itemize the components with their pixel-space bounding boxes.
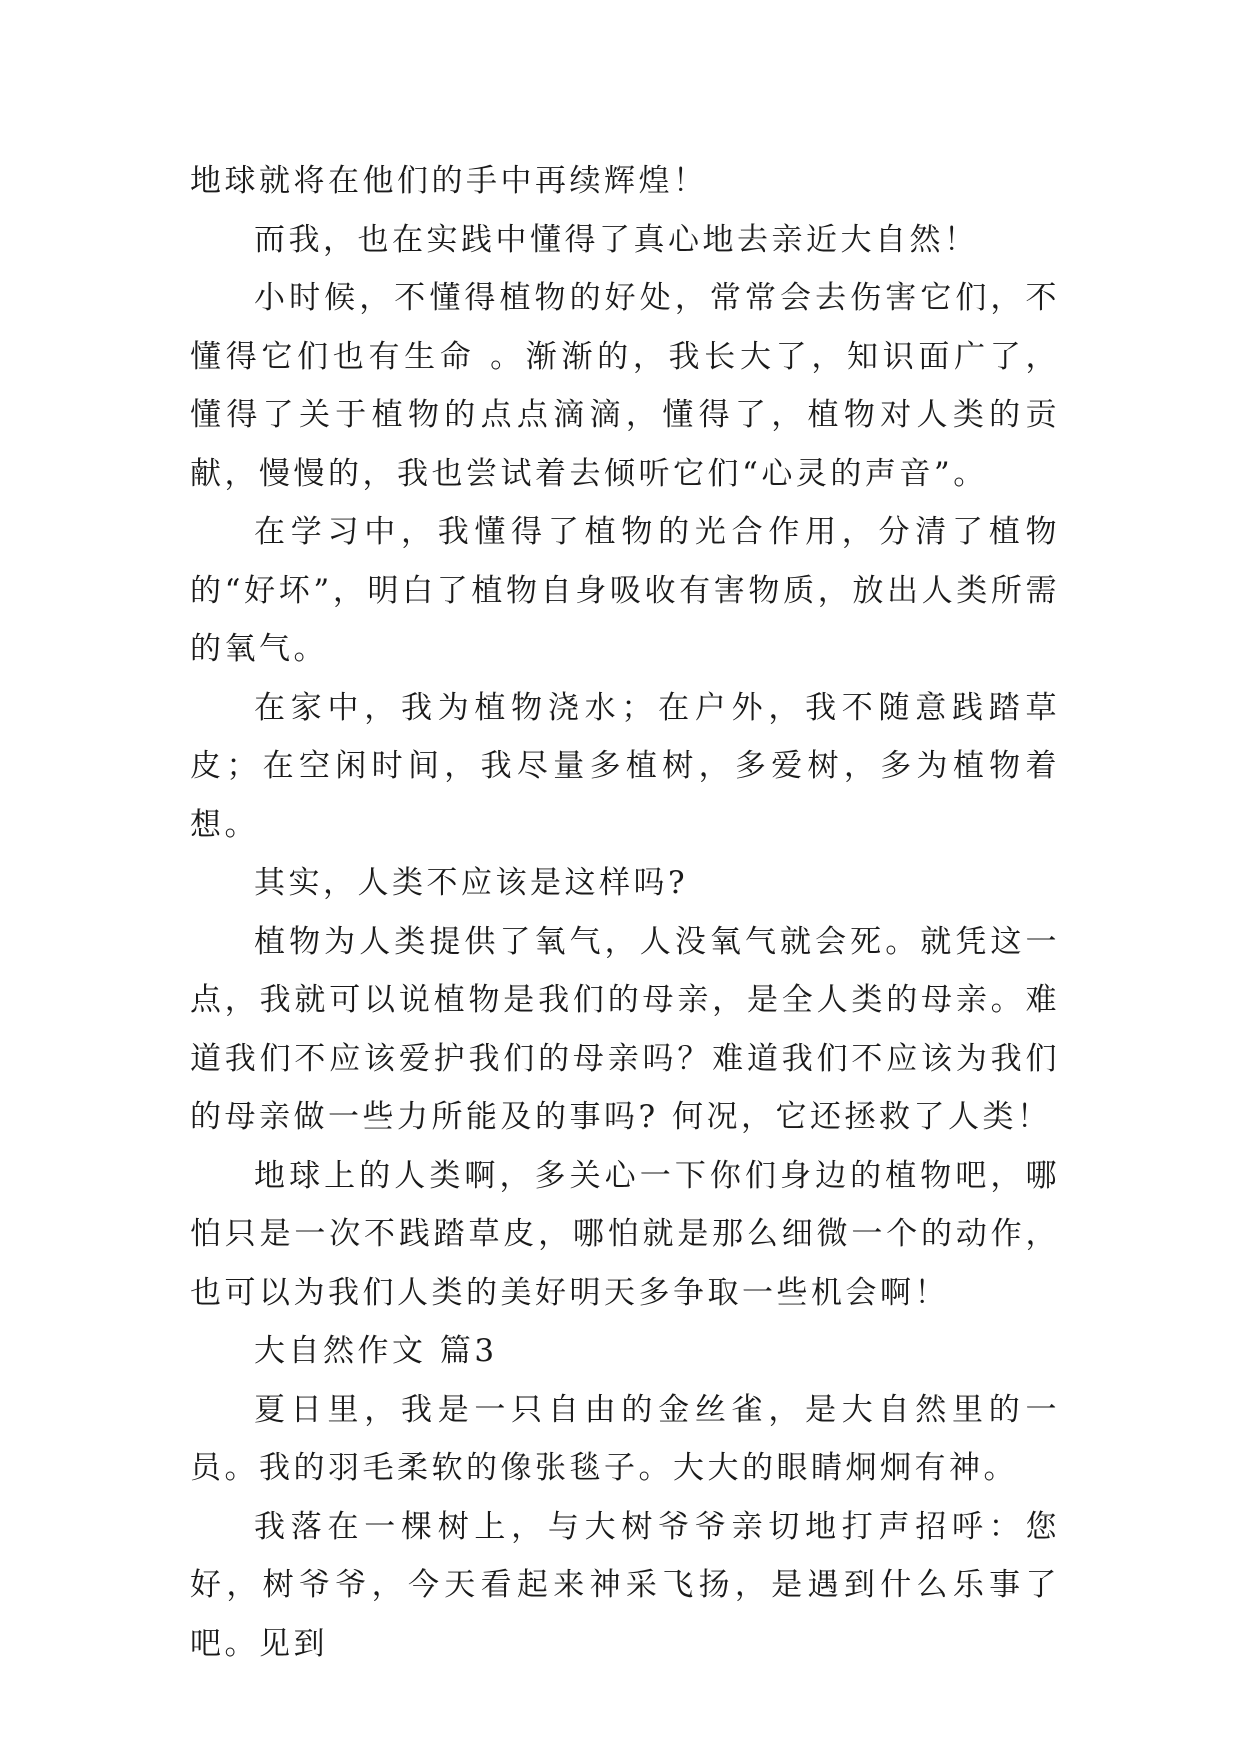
paragraph-1: 地球就将在他们的手中再续辉煌！ xyxy=(190,163,708,199)
paragraph-5: 在家中，我为植物浇水；在户外，我不随意践踏草皮；在空闲时间，我尽量多植树，多爱树，多为植物着想。 xyxy=(190,689,1060,843)
paragraph-8: 地球上的人类啊，多关心一下你们身边的植物吧，哪怕只是一次不践踏草皮，哪怕就是那么细微一个的动作，也可以为我们人类的美好明天多争取一些机会啊！ xyxy=(190,1157,1060,1311)
paragraph-3: 小时候，不懂得植物的好处，常常会去伤害它们，不懂得它们也有生命 。渐渐的，我长大了，知识面广了，懂得了关于植物的点点滴滴，懂得了，植物对人类的贡献，慢慢的，我也尝试着去倾听它们“心灵的声音”。 xyxy=(190,280,1060,492)
paragraph-7: 植物为人类提供了氧气，人没氧气就会死。就凭这一点，我就可以说植物是我们的母亲，是全人类的母亲。难道我们不应该爱护我们的母亲吗？难道我们不应该为我们的母亲做一些力所能及的事吗? 何况，它还拯救了人类！ xyxy=(190,923,1060,1135)
paragraph-10: 我落在一棵树上，与大树爷爷亲切地打声招呼：您好，树爷爷，今天看起来神采飞扬，是遇到什么乐事了吧。见到 xyxy=(190,1508,1060,1662)
paragraph-4: 在学习中，我懂得了植物的光合作用，分清了植物的“好坏”，明白了植物自身吸收有害物质，放出人类所需的氧气。 xyxy=(190,514,1060,667)
paragraph-2: 而我，也在实践中懂得了真心地去亲近大自然！ xyxy=(254,221,979,258)
document-body xyxy=(190,152,1060,1673)
paragraph-9: 夏日里，我是一只自由的金丝雀，是大自然里的一员。我的羽毛柔软的像张毯子。大大的眼睛炯炯有神。 xyxy=(190,1391,1060,1486)
paragraph-6: 其实，人类不应该是这样吗? xyxy=(254,865,689,901)
section-heading: 大自然作文 篇3 xyxy=(254,1333,498,1369)
